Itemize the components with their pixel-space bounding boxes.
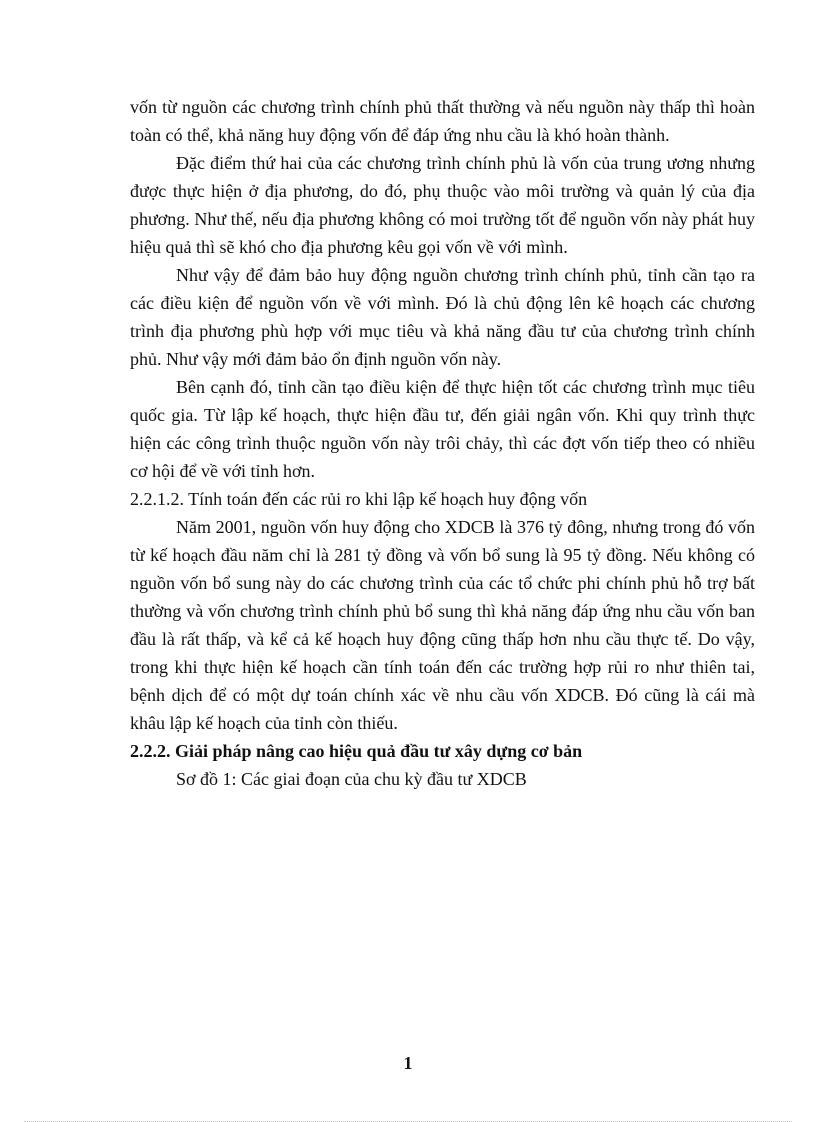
section-heading-2-2-1-2: 2.2.1.2. Tính toán đến các rủi ro khi lập kế hoạch huy động vốn: [130, 489, 588, 509]
paragraph-continuation: vốn từ nguồn các chương trình chính phủ thất thường và nếu nguồn này thấp thì hoàn toàn có thể, khả năng huy động vốn để đáp ứng nhu cầu là khó hoàn thành.: [130, 97, 755, 145]
paragraph-year-2001: Năm 2001, nguồn vốn huy động cho XDCB là 376 tỷ đông, nhưng trong đó vốn từ kế hoạch đầu năm chỉ là 281 tỷ đồng và vốn bổ sung là 95 tỷ đồng. Nếu không có nguồn vốn bổ sung này do các chương trình của các tổ chức phi chính phủ hỗ trợ bất thường và vốn chương trình chính phủ bổ sung thì khả năng đáp ứng nhu cầu vốn ban đầu là rất thấp, và kể cả kế hoạch huy động cũng thấp hơn nhu cầu thực tế. Do vậy, trong khi thực hiện kế hoạch cần tính toán đến các trường hợp rủi ro như thiên tai, bệnh dịch để có một dự toán chính xác về nhu cầu vốn XDCB. Đó cũng là cái mà khâu lập kế hoạch của tỉnh còn thiếu.: [130, 517, 755, 733]
diagram-caption: Sơ đồ 1: Các giai đoạn của chu kỳ đầu tư XDCB: [176, 769, 527, 789]
paragraph-national-programs: Bên cạnh đó, tỉnh cần tạo điều kiện để thực hiện tốt các chương trình mục tiêu quốc gia. Từ lập kế hoạch, thực hiện đầu tư, đến giải ngân vốn. Khi quy trình thực hiện các công trình thuộc nguồn vốn này trôi chảy, thì các đợt vốn tiếp theo có nhiều cơ hội để về với tỉnh hơn.: [130, 377, 755, 481]
page-content: [130, 93, 755, 793]
paragraph-ensure-mobilization: Như vậy để đảm bảo huy động nguồn chương trình chính phủ, tỉnh cần tạo ra các điều kiện để nguồn vốn về với mình. Đó là chủ động lên kê hoạch các chương trình địa phương phù hợp với mục tiêu và khả năng đầu tư của chương trình chính phủ. Như vậy mới đảm bảo ổn định nguồn vốn này.: [130, 265, 755, 369]
page-bottom-divider: [24, 1121, 792, 1122]
section-heading-2-2-2: 2.2.2. Giải pháp nâng cao hiệu quả đầu tư xây dựng cơ bản: [130, 741, 583, 761]
page-number: 1: [403, 1053, 413, 1073]
paragraph-second-feature: Đặc điểm thứ hai của các chương trình chính phủ là vốn của trung ương nhưng được thực hiện ở địa phương, do đó, phụ thuộc vào môi trường và quản lý của địa phương. Như thế, nếu địa phương không có moi trường tốt để nguồn vốn này phát huy hiệu quả thì sẽ khó cho địa phương kêu gọi vốn về với mình.: [130, 153, 755, 257]
